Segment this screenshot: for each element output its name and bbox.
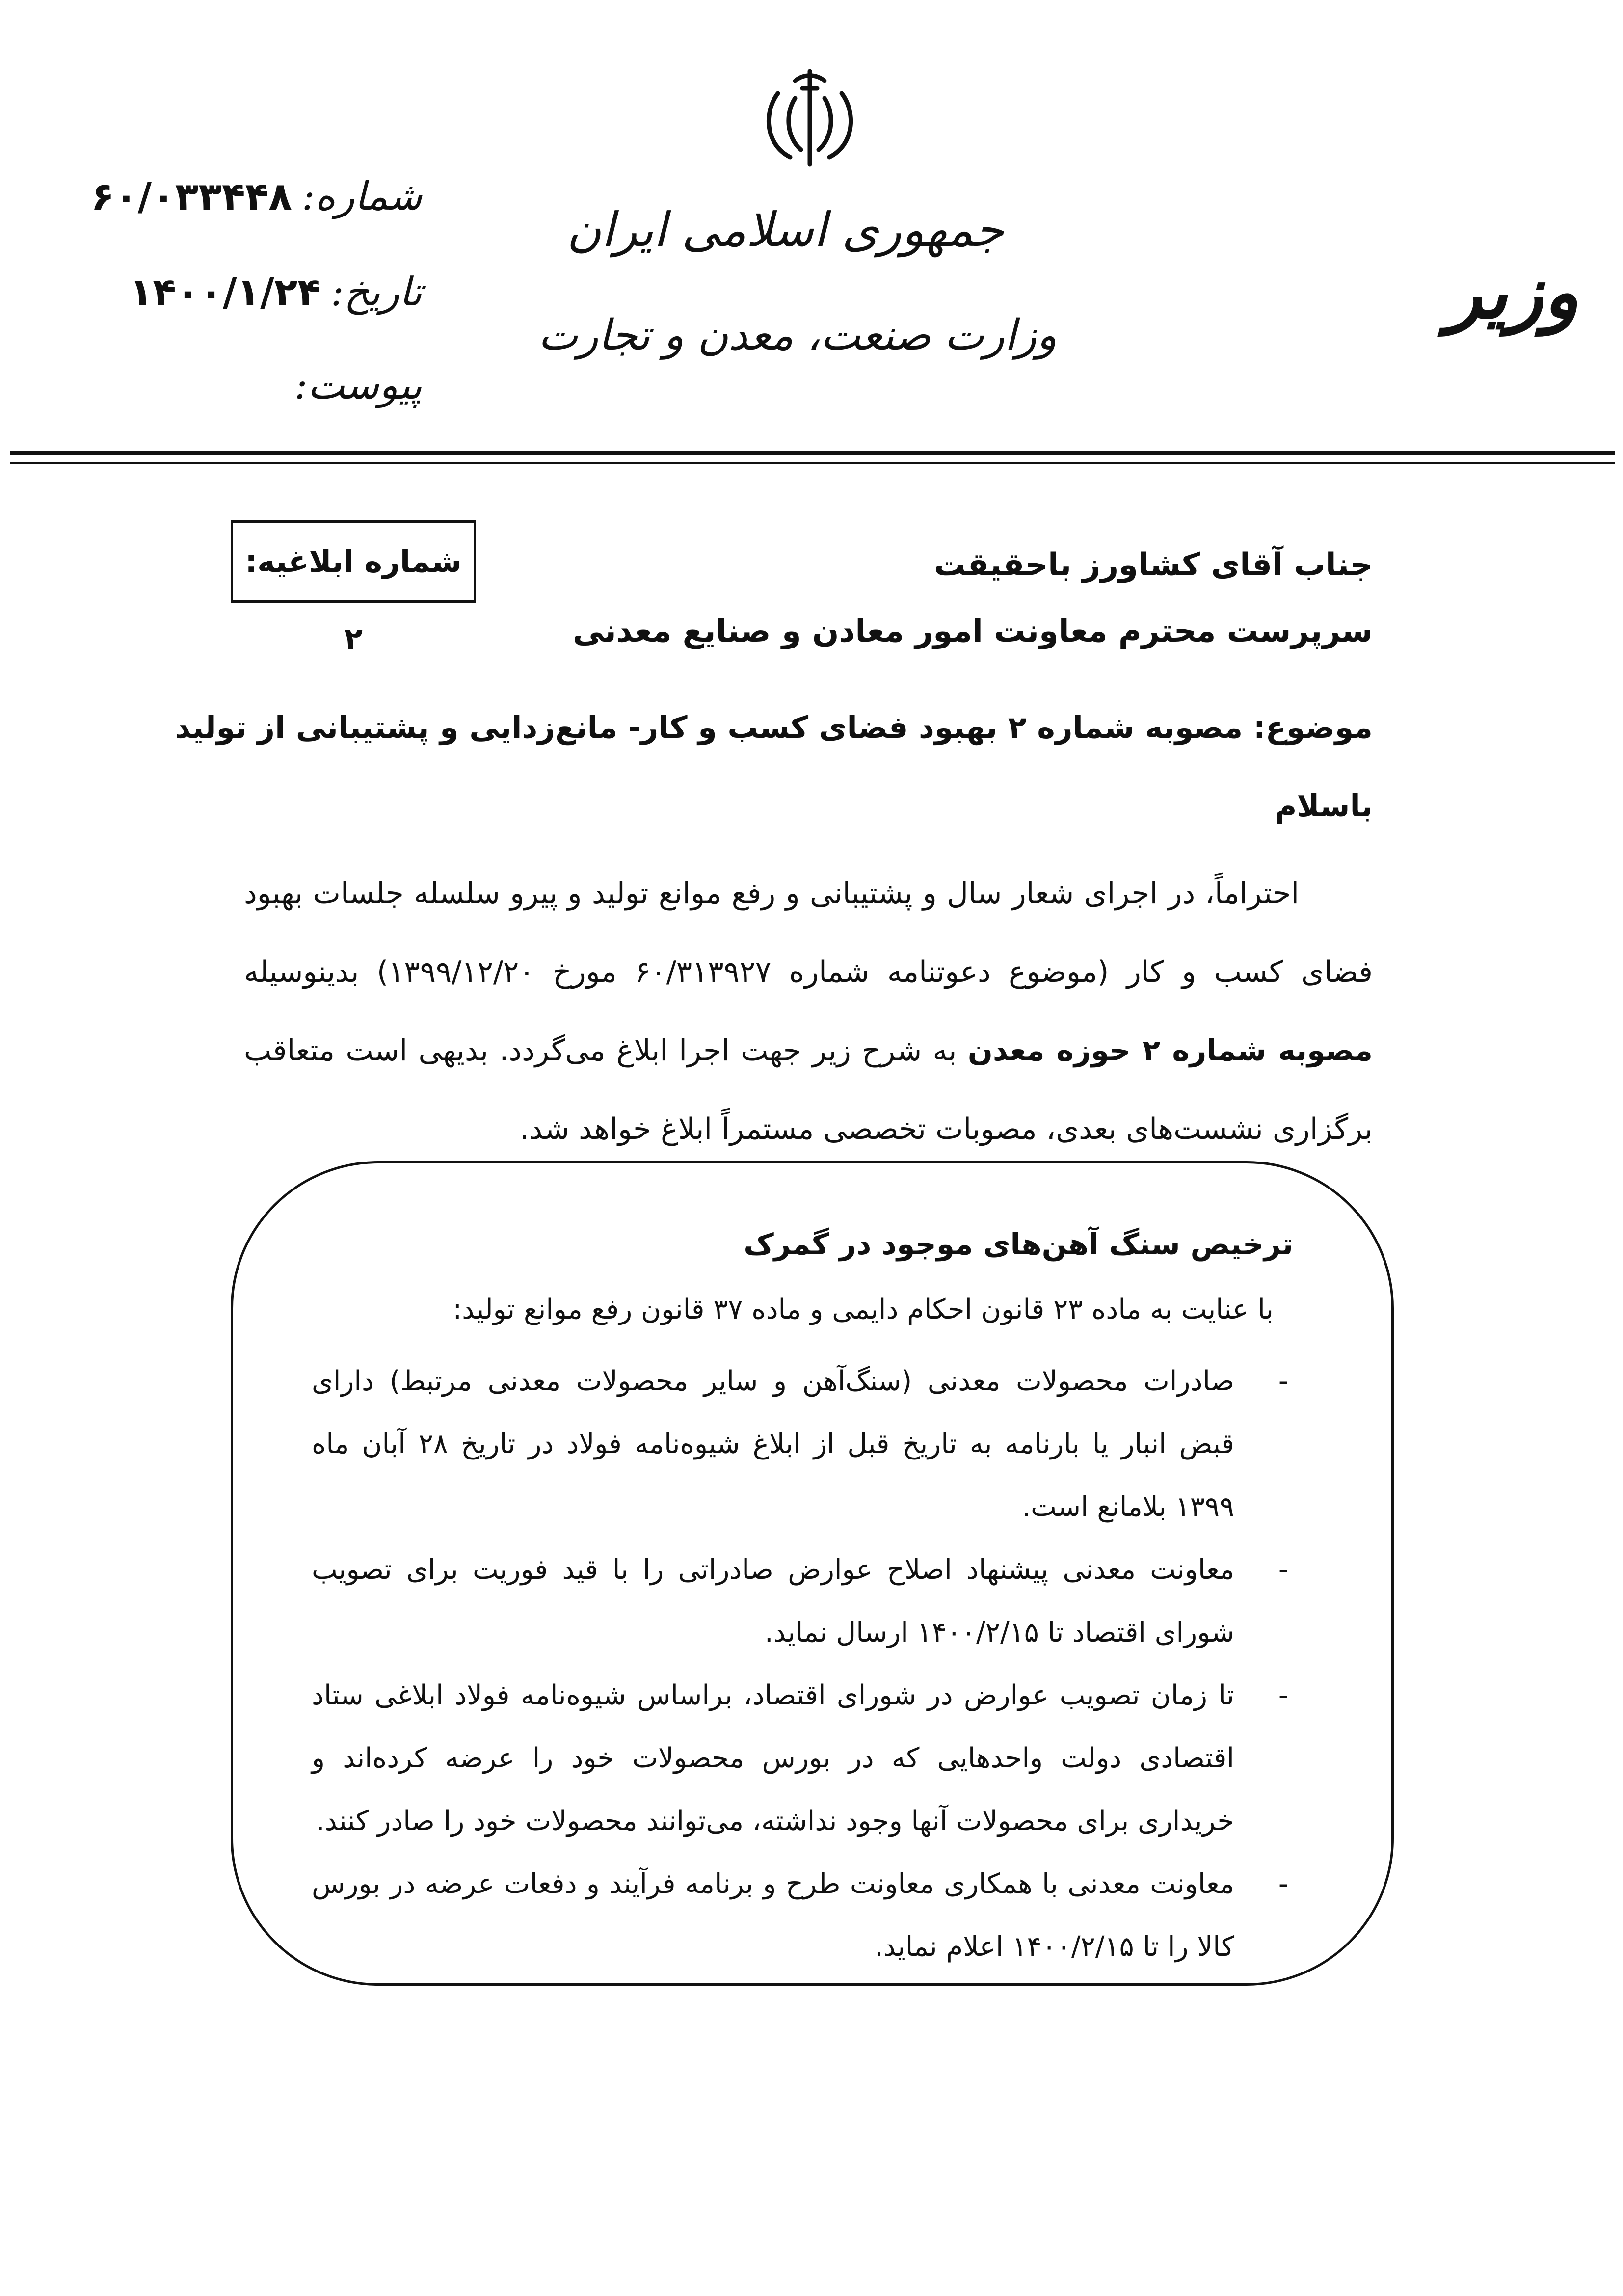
office-title: وزیر [1446, 249, 1579, 335]
resolution-intro: با عنایت به ماده ۲۳ قانون احکام دایمی و ماده ۳۷ قانون رفع موانع تولید: [452, 1294, 1274, 1325]
letter-number [79, 173, 422, 219]
list-item [312, 1853, 1298, 1978]
dash-bullet: - [1278, 1554, 1289, 1586]
resolution-box [231, 1161, 1394, 1986]
list-item-text: معاونت معدنی با همکاری معاونت طرح و برنامه فرآیند و دفعات عرضه در بورس کالا را تا ۱۴۰۰/۲/۱۵ اعلام نماید. [312, 1868, 1234, 1963]
resolution-list [312, 1350, 1298, 1978]
dash-bullet: - [1278, 1365, 1289, 1397]
body-text-bold: مصوبه شماره ۲ حوزه معدن [967, 1033, 1373, 1068]
government-title: جمهوری اسلامی ایران [566, 202, 1004, 257]
subject-label: موضوع: [1253, 709, 1373, 745]
letter-attachment-label: پیوست: [294, 362, 422, 408]
subject-text: مصوبه شماره ۲ بهبود فضای کسب و کار- مانع‌زدایی و پشتیبانی از تولید [175, 709, 1243, 745]
letter-date-value: ۱۴۰۰/۱/۲۴ [129, 270, 321, 315]
list-item-text: تا زمان تصویب عوارض در شورای اقتصاد، براساس شیوه‌نامه فولاد ابلاغی ستاد اقتصادی دولت واحدهایی که در بورس محصولات خود را عرضه کرده‌اند و خریداری برای محصولات آنها وجود نداشته، می‌توانند محصولات خود را صادر کنند. [312, 1679, 1234, 1837]
ministry-name: وزارت صنعت، معدن و تجارت [538, 311, 1057, 360]
greeting: باسلام [1274, 788, 1373, 824]
dash-bullet: - [1278, 1679, 1289, 1711]
dash-bullet: - [1278, 1868, 1289, 1900]
list-item [312, 1664, 1298, 1853]
list-item-text: صادرات محصولات معدنی (سنگ‌آهن و سایر محصولات معدنی مرتبط) دارای قبض انبار یا بارنامه به تاریخ قبل از ابلاغ شیوه‌نامه فولاد در تاریخ ۲۸ آبان ماه ۱۳۹۹ بلامانع است. [312, 1365, 1234, 1523]
body-text-part1: احتراماً، در اجرای شعار سال و پشتیبانی و رفع موانع تولید و پیرو سلسله جلسات بهبود فضای کسب و کار (موضوع دعوتنامه شماره ۶۰/۳۱۳۹۲۷ مورخ ۱۳۹۹/۱۲/۲۰) بدینوسیله [244, 876, 1373, 989]
body-paragraph [244, 854, 1373, 1168]
header-divider-thin [10, 462, 1615, 464]
letter-date-label: تاریخ: [330, 269, 422, 315]
body-text-part2: به شرح زیر جهت اجرا ابلاغ می‌گردد. بدیهی است متعاقب برگزاری نشست‌های بعدی، مصوبات تخصصی مستمراً ابلاغ خواهد شد. [244, 1033, 1373, 1146]
list-item [312, 1350, 1298, 1539]
iran-emblem-icon [756, 59, 864, 172]
letter-number-value: ۶۰/۰۳۳۴۴۸ [91, 175, 292, 219]
list-item-text: معاونت معدنی پیشنهاد اصلاح عوارض صادراتی را با قید فوریت برای تصویب شورای اقتصاد تا ۱۴۰۰/۲/۱۵ ارسال نماید. [312, 1554, 1234, 1648]
subject-line [146, 709, 1373, 745]
letter-attachment [79, 362, 422, 408]
list-item [312, 1539, 1298, 1664]
resolution-title: ترخیص سنگ آهن‌های موجود در گمرک [744, 1227, 1293, 1262]
header-divider-thick [10, 451, 1615, 455]
letter-number-label: شماره: [301, 173, 422, 219]
recipient-name: جناب آقای کشاورز باحقیقت [934, 547, 1373, 583]
letter-date [79, 269, 422, 315]
notification-number-box: شماره ابلاغیه: ۲ [231, 520, 476, 603]
recipient-title: سرپرست محترم معاونت امور معادن و صنایع معدنی [573, 613, 1373, 649]
